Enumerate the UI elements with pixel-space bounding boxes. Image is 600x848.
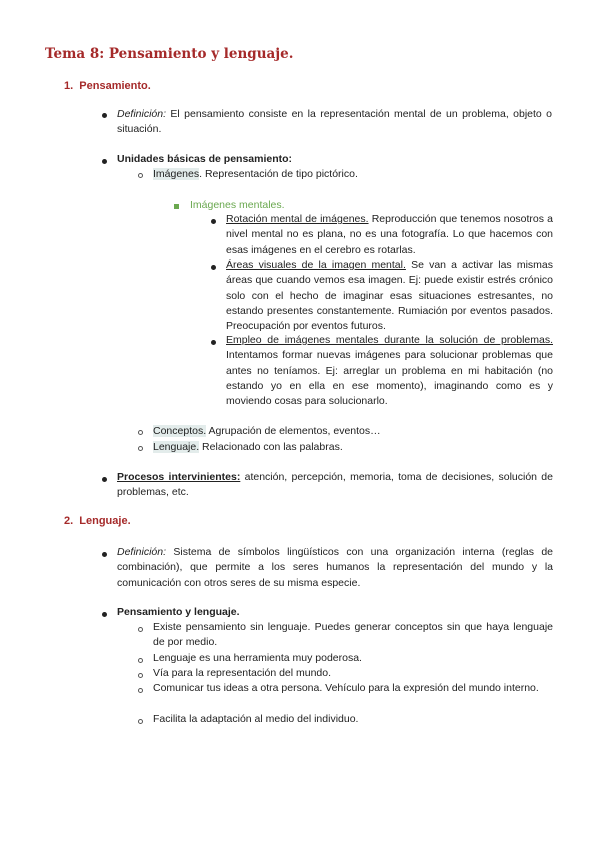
definition-lenguaje (117, 545, 553, 591)
unidades-heading: Unidades básicas de pensamiento: (117, 153, 293, 165)
bullet (138, 173, 143, 178)
bullet (102, 113, 107, 118)
procesos-item (117, 470, 553, 501)
empleo-term: Empleo de imágenes mentales durante la solución de problemas. (226, 334, 553, 346)
procesos-text: atención, percepción, memoria, toma de decisiones, solución de problemas, etc. (117, 471, 553, 499)
areas-text: Se van a activar las mismas áreas que cuando vemos esa imagen. Ej: puede existir estrés crónico solo con el hecho de imaginar esas situaciones estresantes, no estando presentes constantemente. Rumiación por eventos pasados. Preocupación por eventos futuros. (226, 259, 554, 333)
section-heading-lenguaje: 2. Lenguaje. (64, 515, 131, 527)
bullet (211, 265, 216, 270)
procesos-term: Procesos intervinientes: (117, 471, 241, 483)
pyl-heading: Pensamiento y lenguaje. (117, 606, 240, 618)
rotacion-text: Reproducción que tenemos nosotros a nivel mental no es plana, no es una fotografía. Lo que hacemos con esas imágenes en el cerebro es rotarlas. (226, 213, 553, 256)
page-title: Tema 8: Pensamiento y lenguaje. (45, 46, 294, 62)
bullet (102, 159, 107, 164)
bullet (138, 719, 143, 724)
definition-term: Definición: (117, 108, 167, 120)
bullet (138, 673, 143, 678)
pyl-item: Vía para la representación del mundo. (153, 667, 332, 679)
bullet (102, 477, 107, 482)
definition-pensamiento (117, 107, 552, 138)
imagenes-text: . Representación de tipo pictórico. (199, 168, 358, 180)
pyl-item: Comunicar tus ideas a otra persona. Vehículo para la expresión del mundo interno. (153, 682, 539, 694)
bullet (102, 612, 107, 617)
imagenes-mentales-heading: Imágenes mentales. (190, 199, 285, 211)
bullet (138, 658, 143, 663)
conceptos-term: Conceptos. (153, 425, 207, 437)
bullet (102, 552, 107, 557)
bullet (211, 340, 216, 345)
imagenes-item (153, 167, 358, 182)
lenguaje-item (153, 440, 343, 455)
bullet (138, 430, 143, 435)
bullet (174, 204, 179, 209)
conceptos-text: Agrupación de elementos, eventos… (206, 425, 381, 437)
empleo-text: Intentamos formar nuevas imágenes para solucionar problemas que antes no teníamos. Ej: arreglar un problema en mi habitación (no estando yo en ella en ese momento), imaginando como es y moviendo cosas para solucionarlo. (226, 349, 553, 408)
rotacion-term: Rotación mental de imágenes. (226, 213, 369, 225)
bullet (211, 219, 216, 224)
rotacion-item (226, 212, 553, 258)
pyl-item: Existe pensamiento sin lenguaje. Puedes generar conceptos sin que haya lenguaje de por medio. (153, 621, 553, 649)
bullet (138, 627, 143, 632)
conceptos-item (153, 424, 381, 439)
lenguaje-term: Lenguaje. (153, 441, 200, 453)
definition-text: El pensamiento consiste en la representación mental de un problema, objeto o situación. (117, 108, 552, 136)
section-heading-pensamiento: 1. Pensamiento. (64, 80, 151, 92)
pyl-item: Lenguaje es una herramienta muy poderosa. (153, 652, 362, 664)
definition-text: Sistema de símbolos lingüísticos con una organización interna (reglas de combinación), que permite a los seres humanos la representación del mundo y la comunicación con otros seres de su misma especie. (117, 546, 553, 589)
pyl-item: Facilita la adaptación al medio del individuo. (153, 713, 359, 725)
bullet (138, 446, 143, 451)
lenguaje-text: Relacionado con las palabras. (199, 441, 343, 453)
empleo-item (226, 333, 553, 409)
imagenes-term: Imágenes (153, 168, 200, 180)
definition-term: Definición: (117, 546, 167, 558)
bullet (138, 688, 143, 693)
areas-item (226, 258, 553, 334)
areas-term: Áreas visuales de la imagen mental. (226, 259, 406, 271)
